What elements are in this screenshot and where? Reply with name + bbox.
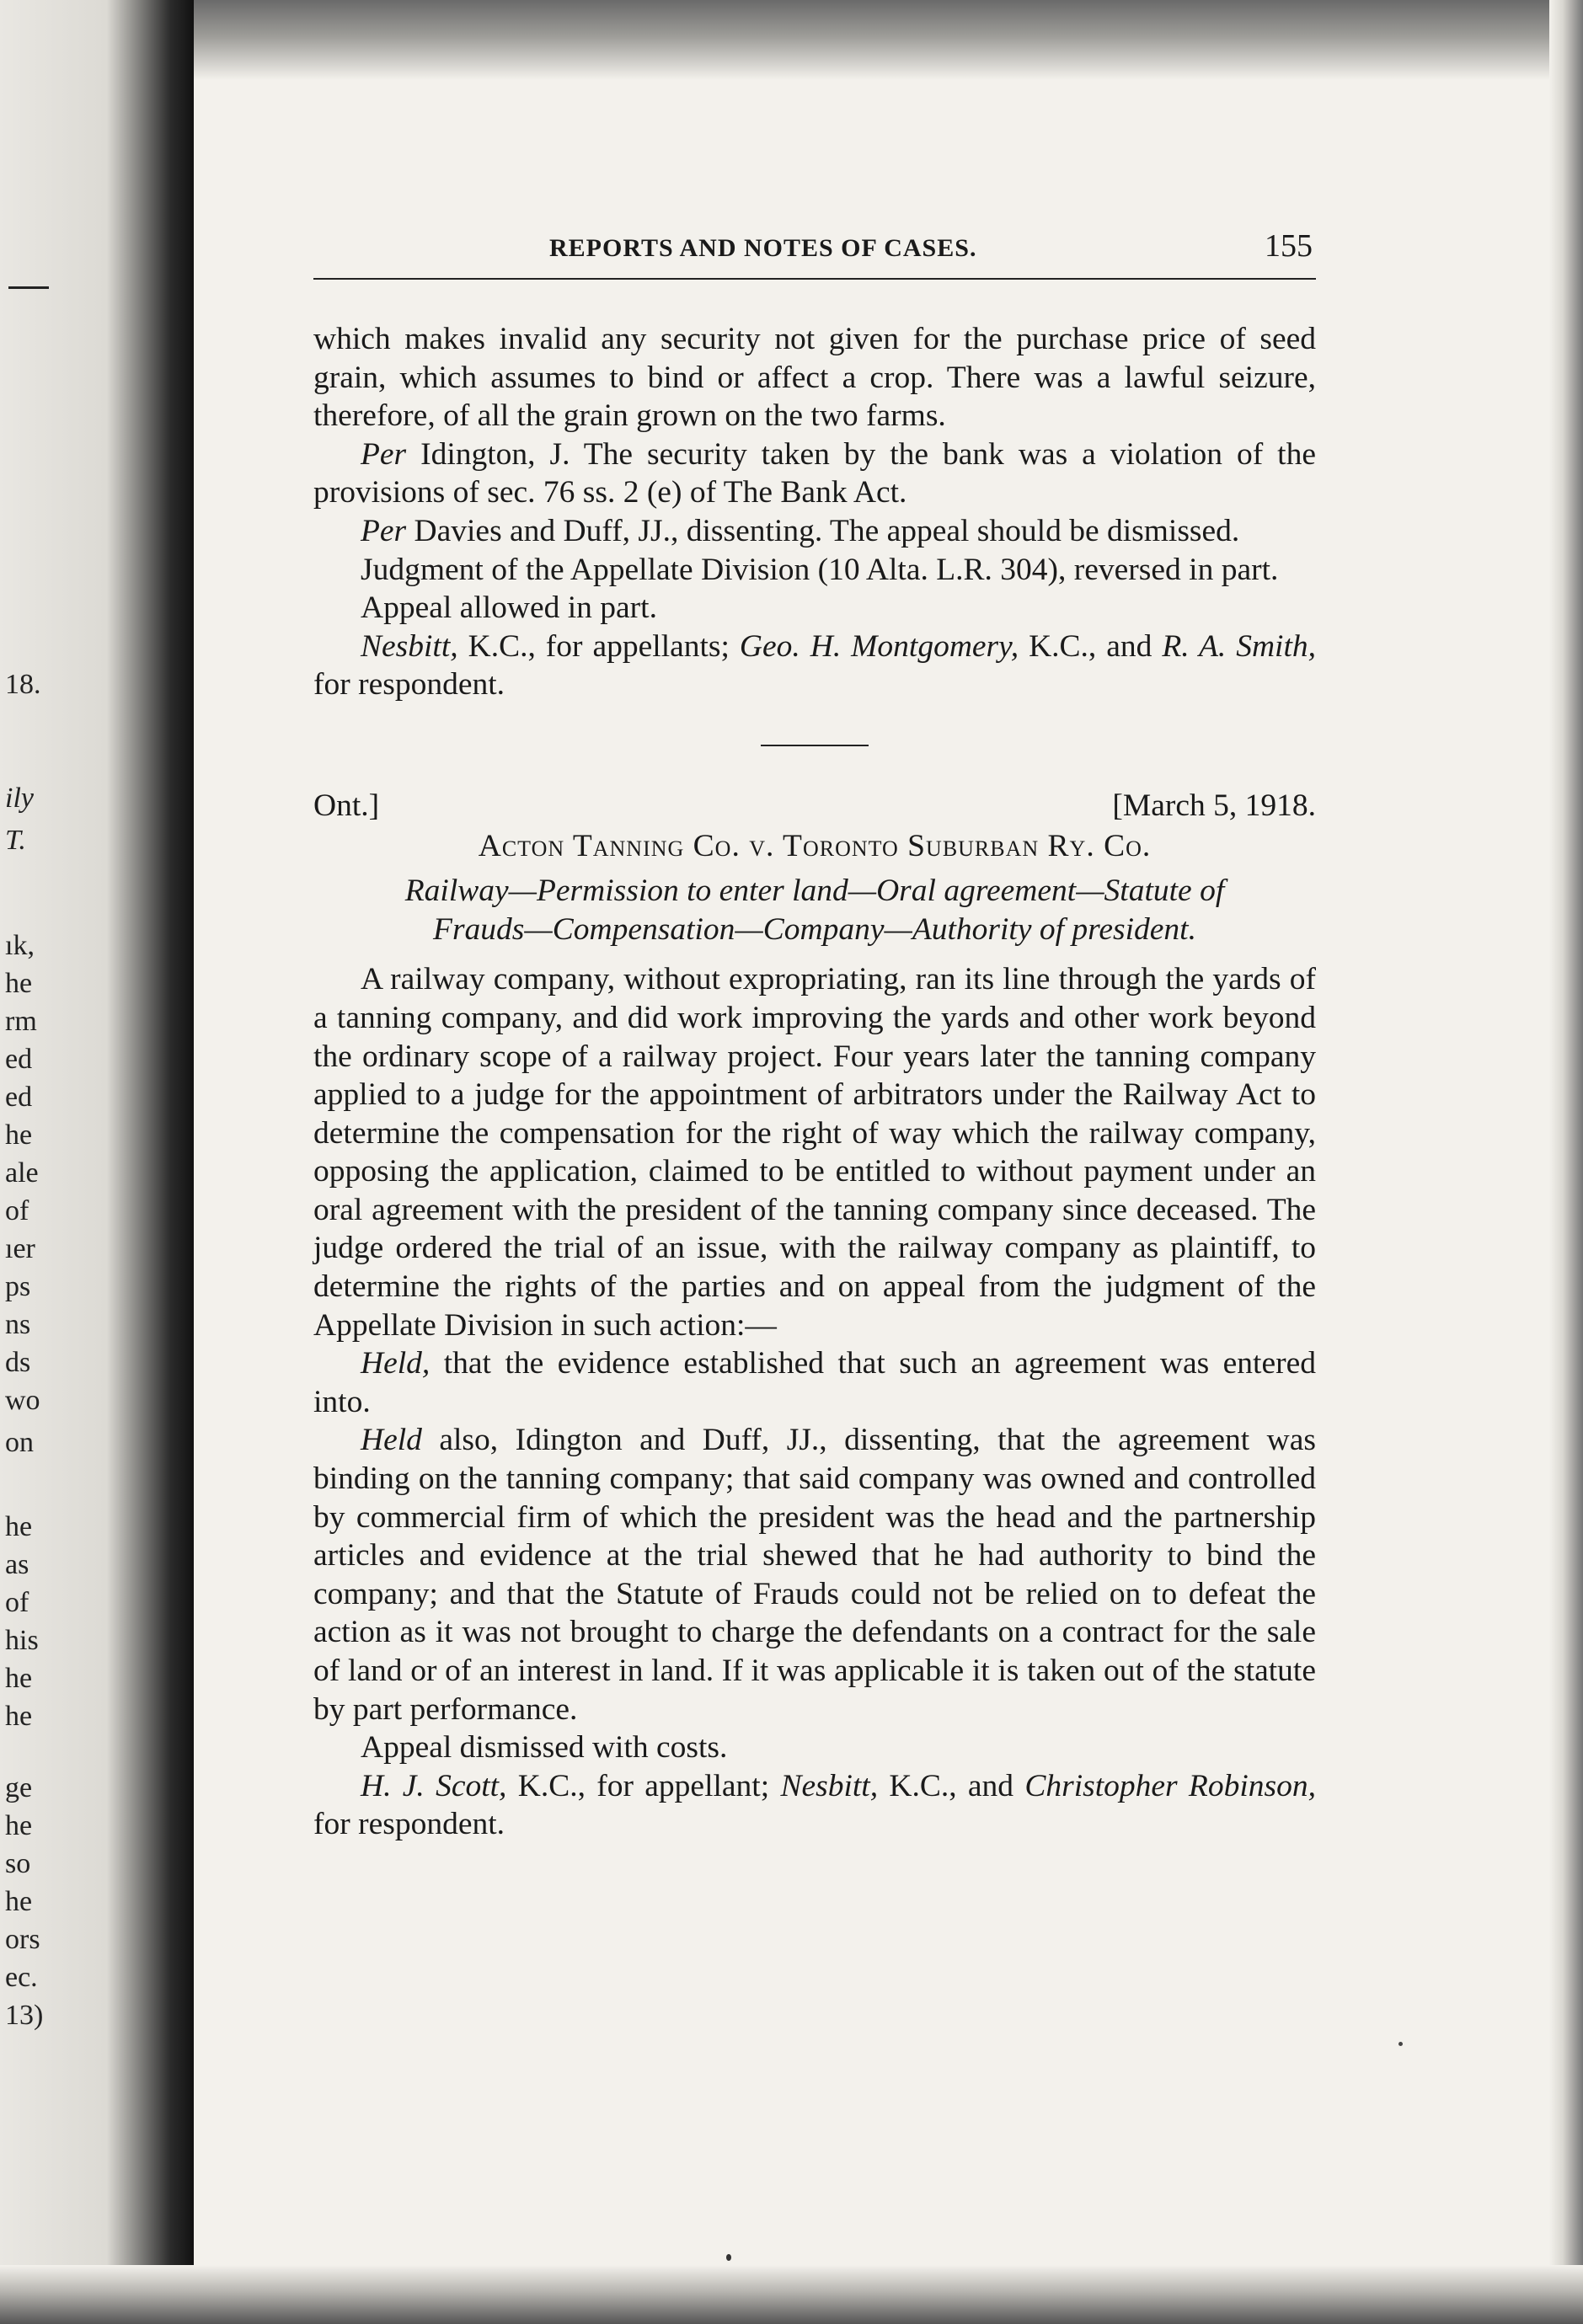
- facing-page-fragment: ale: [5, 1157, 39, 1189]
- facing-page-fragment: he: [5, 1886, 33, 1917]
- facing-page-fragment: he: [5, 1511, 33, 1542]
- facing-page-fragment: ors: [5, 1924, 40, 1955]
- case2-title: Acton Tanning Co. v. Toronto Suburban Ry. Co.: [478, 828, 1152, 863]
- facing-page-fragment: he: [5, 1701, 33, 1732]
- counsel-text: K.C., for appellants;: [457, 628, 740, 664]
- case1-judgment: Judgment of the Appellate Division (10 Alta. L.R. 304), reversed in part.: [361, 552, 1279, 587]
- held-text: that the evidence established that such an agreement was entered into.: [313, 1346, 1316, 1419]
- counsel-text: K.C., for appellant;: [506, 1768, 781, 1803]
- facing-page-fragment: T.: [5, 825, 26, 856]
- per-label: Per: [361, 513, 407, 548]
- facing-page-fragments: [5, 0, 72, 2324]
- case2-counsel: [313, 1767, 1316, 1844]
- facing-page-fragment: of: [5, 1195, 29, 1226]
- facing-page-fragment: ed: [5, 1044, 33, 1075]
- counsel-text: K.C., and: [878, 1768, 1025, 1803]
- headnote-line: Frauds—Compensation—Company—Authority of president.: [433, 911, 1196, 947]
- facing-page-fragment: rm: [5, 1006, 37, 1037]
- case1-result: Appeal allowed in part.: [361, 590, 657, 626]
- case2-headnote: [313, 872, 1316, 948]
- facing-page-fragment: he: [5, 1119, 33, 1151]
- scan-speck: [1398, 2042, 1403, 2046]
- page-header: [313, 227, 1316, 271]
- case2-held-1: [313, 1344, 1316, 1421]
- held-text: also, Idington and Duff, JJ., dissenting, that the agreement was binding on the tanning company; that said company was owned and controlled by commercial firm of which the president was the head and the partnership articles and evidence at the trial shewed that he had authority to bind the company; and that the Statute of Frauds could not be relied on to defeat the action as it was not brought to charge the defendants on a contract for the sale of land or of an interest in land. If it was applicable it is taken out of the statute by part performance.: [313, 1423, 1316, 1727]
- facing-page-fragment: 13): [5, 2000, 44, 2031]
- case-separator: [761, 745, 869, 746]
- case2-held-2: [313, 1421, 1316, 1728]
- court: Ont.]: [313, 788, 380, 823]
- case2-result: Appeal dismissed with costs.: [361, 1730, 728, 1766]
- facing-page-fragment: he: [5, 968, 33, 999]
- facing-page-fragment: ed: [5, 1082, 33, 1113]
- facing-page-fragment: ily: [5, 783, 34, 814]
- facing-page-fragment: ec.: [5, 1962, 38, 1993]
- facing-page-fragment: ds: [5, 1347, 31, 1378]
- scan-shadow-top: [0, 0, 1583, 80]
- facing-page-fragment: ık,: [5, 930, 35, 961]
- counsel-text: for respondent.: [313, 1807, 505, 1842]
- counsel-name: R. A. Smith,: [1162, 628, 1316, 664]
- case1-paragraph: which makes invalid any security not given for the purchase price of seed grain, which assumes to bind or affect a crop. There was a lawful seizure, therefore, of all the grain grown on the two farms.: [313, 322, 1316, 434]
- counsel-name: Geo. H. Montgomery,: [739, 628, 1019, 664]
- scan-speck: [726, 2254, 731, 2261]
- page-body: [313, 227, 1316, 1844]
- facing-page-fragment: of: [5, 1587, 29, 1618]
- per-label: Per: [361, 436, 407, 472]
- facing-page-fragment: ıer: [5, 1233, 35, 1264]
- counsel-text: K.C., and: [1019, 628, 1163, 664]
- facing-page-fragment: as: [5, 1549, 29, 1580]
- case1-per-davies: [313, 512, 1316, 551]
- per-idington-text: Idington, J. The security taken by the bank was a violation of the provisions of sec. 76 ss. 2 (e) of The Bank Act.: [313, 436, 1316, 510]
- case2-court-line: [313, 787, 1316, 825]
- decision-date: [March 5, 1918.: [1112, 788, 1316, 823]
- facing-page-fragment: on: [5, 1427, 34, 1458]
- scan-shadow-bottom: [0, 2265, 1583, 2324]
- facing-page-fragment: his: [5, 1625, 39, 1656]
- counsel-name: Nesbitt,: [361, 628, 458, 664]
- held-label: Held: [361, 1423, 422, 1458]
- per-davies-text: Davies and Duff, JJ., dissenting. The appeal should be dismissed.: [406, 513, 1240, 548]
- facing-page-fragment: 18.: [5, 669, 41, 700]
- facing-page-fragment: ns: [5, 1309, 31, 1340]
- counsel-name: H. J. Scott,: [361, 1768, 507, 1803]
- counsel-name: Christopher Robinson,: [1024, 1768, 1316, 1803]
- running-head: REPORTS AND NOTES OF CASES.: [549, 234, 977, 262]
- counsel-text: for respondent.: [313, 667, 505, 703]
- counsel-name: Nesbitt,: [780, 1768, 879, 1803]
- case2-facts: A railway company, without expropriating, ran its line through the yards of a tanning company, and did work improving the yards and other work beyond the ordinary scope of a railway project. Four years later the tanning company applied to a judge for the appointment of arbitrators under the Railway Act to determine the compensation for the right of way which the railway company, opposing the application, claimed to be entitled to without payment under an oral agreement with the president of the tanning company since deceased. The judge ordered the trial of an issue, with the railway company as plaintiff, to determine the rights of the parties and on appeal from the judgment of the Appellate Division in such action:—: [313, 962, 1316, 1343]
- facing-page-fragment: so: [5, 1848, 31, 1879]
- facing-page-fragment: ge: [5, 1772, 33, 1803]
- facing-page-fragment: ps: [5, 1271, 31, 1302]
- case1-per-idington: [313, 435, 1316, 512]
- header-rule: [313, 278, 1316, 280]
- facing-page-fragment: he: [5, 1810, 33, 1841]
- facing-page-fragment: he: [5, 1663, 33, 1694]
- facing-page-fragment: wo: [5, 1385, 40, 1416]
- scan-shadow-right: [1549, 0, 1583, 2324]
- held-label: Held,: [361, 1346, 431, 1381]
- page-number: 155: [1265, 228, 1313, 264]
- case1-counsel: [313, 628, 1316, 704]
- headnote-line: Railway—Permission to enter land—Oral agreement—Statute of: [404, 874, 1225, 909]
